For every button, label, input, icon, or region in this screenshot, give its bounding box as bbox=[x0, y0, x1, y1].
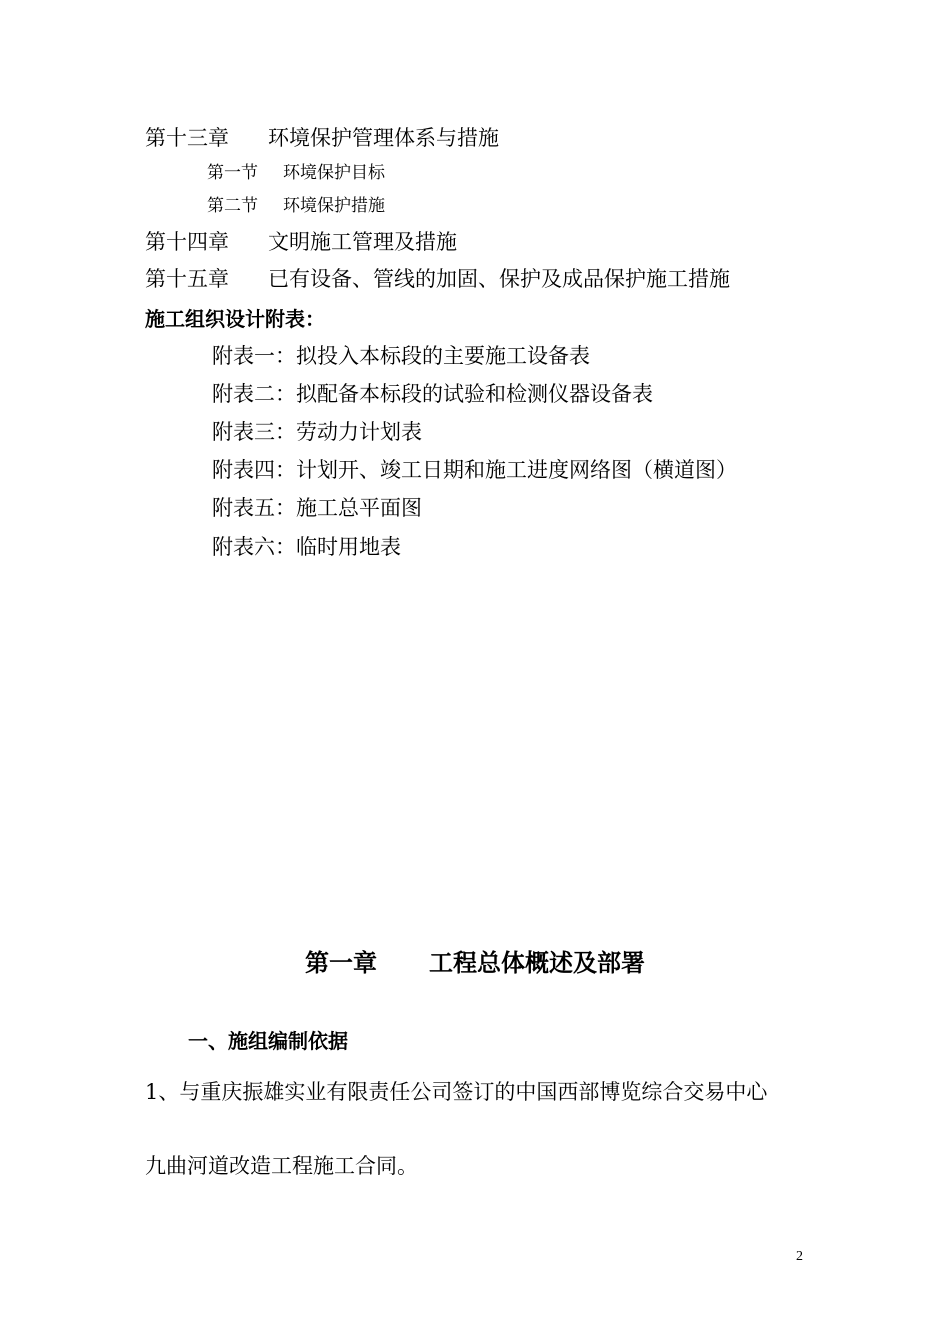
chapter-title-text: 工程总体概述及部署 bbox=[429, 948, 645, 977]
toc-section-title: 环境保护措施 bbox=[283, 196, 385, 216]
toc-chapter-title: 文明施工管理及措施 bbox=[268, 230, 457, 254]
appendix-item[interactable]: 附表四：计划开、竣工日期和施工进度网络图（横道图） bbox=[212, 458, 737, 482]
toc-chapter-13[interactable] bbox=[145, 128, 499, 149]
paragraph-line: 1、与重庆振雄实业有限责任公司签订的中国西部博览综合交易中心 bbox=[145, 1080, 768, 1104]
appendix-item[interactable]: 附表六：临时用地表 bbox=[212, 535, 401, 559]
toc-chapter-number: 第十三章 bbox=[145, 126, 229, 150]
toc-chapter-14[interactable] bbox=[145, 232, 457, 253]
appendix-item[interactable]: 附表三：劳动力计划表 bbox=[212, 420, 422, 444]
section-heading: 一、施组编制依据 bbox=[188, 1029, 348, 1053]
page-number: 2 bbox=[796, 1249, 803, 1264]
toc-section-13-1[interactable] bbox=[207, 165, 385, 182]
toc-chapter-number: 第十五章 bbox=[145, 267, 229, 291]
toc-section-13-2[interactable] bbox=[207, 198, 385, 215]
appendix-item[interactable]: 附表二：拟配备本标段的试验和检测仪器设备表 bbox=[212, 382, 653, 406]
toc-section-number: 第一节 bbox=[207, 163, 258, 183]
toc-chapter-15[interactable] bbox=[145, 269, 730, 290]
chapter-title bbox=[0, 948, 950, 977]
toc-section-title: 环境保护目标 bbox=[283, 163, 385, 183]
appendix-item[interactable]: 附表一：拟投入本标段的主要施工设备表 bbox=[212, 344, 590, 368]
appendix-item[interactable]: 附表五：施工总平面图 bbox=[212, 496, 422, 520]
toc-chapter-number: 第十四章 bbox=[145, 230, 229, 254]
toc-chapter-title: 环境保护管理体系与措施 bbox=[268, 126, 499, 150]
toc-chapter-title: 已有设备、管线的加固、保护及成品保护施工措施 bbox=[268, 267, 730, 291]
paragraph-line: 九曲河道改造工程施工合同。 bbox=[145, 1154, 418, 1178]
appendix-heading: 施工组织设计附表： bbox=[145, 307, 325, 331]
toc-section-number: 第二节 bbox=[207, 196, 258, 216]
chapter-number: 第一章 bbox=[305, 948, 377, 977]
